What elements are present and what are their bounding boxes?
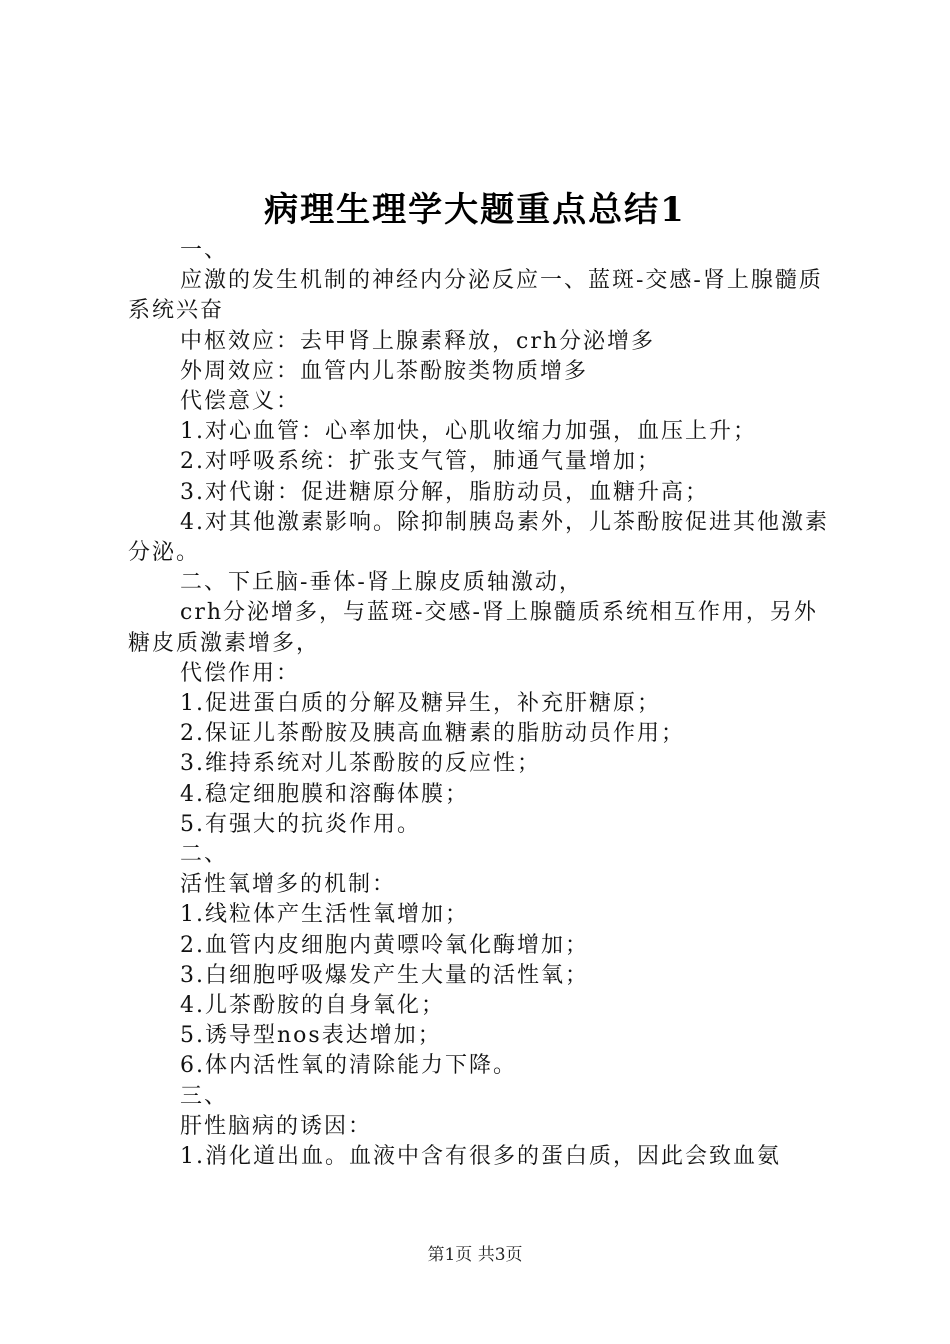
- paragraph: crh分泌增多，与蓝斑-交感-肾上腺髓质系统相互作用，另外糖皮质激素增多，: [128, 600, 818, 656]
- paragraph: 4.儿茶酚胺的自身氧化；: [180, 993, 445, 1019]
- paragraph: 1.线粒体产生活性氧增加；: [180, 902, 469, 928]
- document-title: 病理生理学大题重点总结1: [264, 190, 686, 230]
- paragraph: 1.促进蛋白质的分解及糖异生，补充肝糖原；: [180, 691, 661, 717]
- paragraph: 2.血管内皮细胞内黄嘌呤氧化酶增加；: [180, 932, 589, 958]
- paragraph: 二、: [180, 842, 229, 868]
- paragraph: 3.白细胞呼吸爆发产生大量的活性氧；: [180, 962, 589, 988]
- paragraph: 代偿意义：: [180, 389, 301, 415]
- paragraph: 5.诱导型nos表达增加；: [180, 1023, 442, 1049]
- paragraph: 肝性脑病的诱因：: [180, 1113, 373, 1139]
- paragraph: 一、: [180, 238, 229, 263]
- paragraph: 6.体内活性氧的清除能力下降。: [180, 1053, 517, 1079]
- document-body: [128, 236, 836, 1172]
- paragraph: 1.消化道出血。血液中含有很多的蛋白质，因此会致血氨: [180, 1144, 781, 1170]
- paragraph: 三、: [180, 1083, 229, 1109]
- paragraph: 4.对其他激素影响。除抑制胰岛素外，儿茶酚胺促进其他激素分泌。: [128, 509, 829, 566]
- paragraph: 4.稳定细胞膜和溶酶体膜；: [180, 781, 469, 807]
- paragraph: 3.维持系统对儿茶酚胺的反应性；: [180, 751, 541, 777]
- paragraph: 活性氧增多的机制：: [180, 872, 397, 898]
- paragraph: 中枢效应：去甲肾上腺素释放，crh分泌增多: [180, 328, 656, 354]
- paragraph: 外周效应：血管内儿茶酚胺类物质增多: [180, 358, 589, 384]
- paragraph: 应激的发生机制的神经内分泌反应一、蓝斑-交感-肾上腺髓质系统兴奋: [128, 268, 823, 324]
- paragraph: 3.对代谢：促进糖原分解，脂肪动员，血糖升高；: [180, 479, 709, 505]
- paragraph: 1.对心血管：心率加快，心肌收缩力加强，血压上升；: [180, 419, 757, 445]
- paragraph: 2.保证儿茶酚胺及胰高血糖素的脂肪动员作用；: [180, 721, 685, 747]
- paragraph: 5.有强大的抗炎作用。: [180, 811, 421, 837]
- paragraph: 2.对呼吸系统：扩张支气管，肺通气量增加；: [180, 449, 661, 475]
- page-footer: 第1页 共3页: [427, 1245, 523, 1265]
- paragraph: 代偿作用：: [180, 660, 301, 686]
- paragraph: 二、下丘脑-垂体-肾上腺皮质轴激动，: [180, 570, 583, 596]
